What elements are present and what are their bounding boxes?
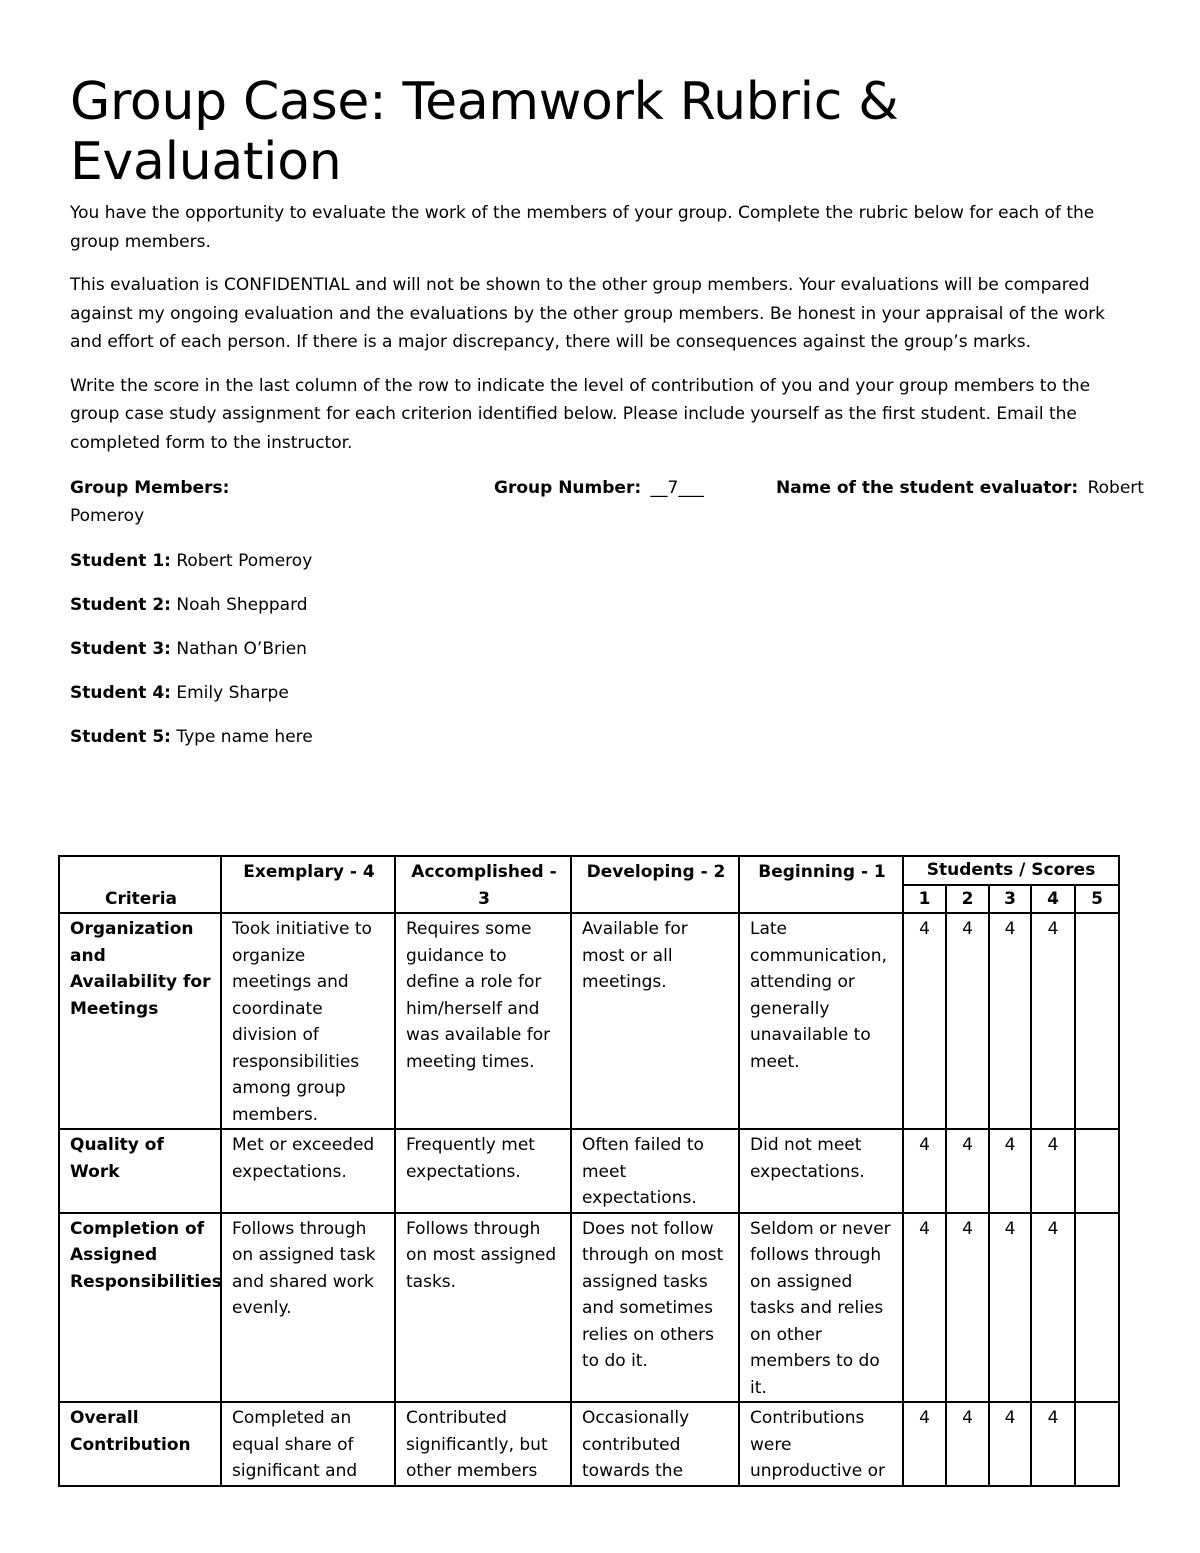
exemplary-cell: Completed an equal share of significant and	[221, 1402, 395, 1486]
instruction-paragraph: Write the score in the last column of the row to indicate the level of contribution of you and your group members to the group case study assignment for each criterion identified below. Please include yourself as the first student. Email the completed form to the instructor.	[70, 375, 1091, 453]
score-cell[interactable]: 4	[1031, 913, 1075, 1129]
score-cell[interactable]: 4	[946, 913, 989, 1129]
accomplished-cell: Requires some guidance to define a role for him/herself and was available for meeting times.	[395, 913, 571, 1129]
rubric-row	[59, 1213, 1119, 1403]
score-cell[interactable]: 4	[903, 913, 946, 1129]
exemplary-cell: Took initiative to organize meetings and coordinate division of responsibilities among group members.	[221, 913, 395, 1129]
criteria-cell: Organization and Availability for Meetings	[59, 913, 221, 1129]
student-label: Student 2:	[70, 595, 171, 615]
developing-header: Developing - 2	[571, 856, 739, 913]
rubric-row	[59, 1402, 1119, 1486]
student-number-header: 2	[946, 885, 989, 914]
student-label: Student 5:	[70, 727, 171, 747]
score-cell[interactable]: 4	[946, 1402, 989, 1486]
student-name[interactable]: Type name here	[176, 727, 313, 747]
student-name[interactable]: Robert Pomeroy	[176, 551, 313, 571]
score-cell[interactable]	[1075, 1213, 1119, 1403]
student-number-header: 5	[1075, 885, 1119, 914]
beginning-cell: Seldom or never follows through on assigned tasks and relies on other members to do it.	[739, 1213, 903, 1403]
student-label: Student 1:	[70, 551, 171, 571]
criteria-cell: Quality of Work	[59, 1129, 221, 1213]
accomplished-cell: Frequently met expectations.	[395, 1129, 571, 1213]
evaluator-label: Name of the student evaluator:	[776, 478, 1079, 498]
accomplished-cell: Contributed significantly, but other members	[395, 1402, 571, 1486]
student-list	[70, 547, 313, 767]
group-number-value: __7___	[650, 478, 704, 498]
evaluator-last-name: Pomeroy	[70, 506, 145, 526]
student-name[interactable]: Noah Sheppard	[176, 595, 308, 615]
rubric-row	[59, 1129, 1119, 1213]
score-cell[interactable]: 4	[989, 913, 1031, 1129]
student-name[interactable]: Nathan O’Brien	[176, 639, 307, 659]
student-label: Student 3:	[70, 639, 171, 659]
criteria-cell: Completion of Assigned Responsibilities	[59, 1213, 221, 1403]
exemplary-cell: Follows through on assigned task and shared work evenly.	[221, 1213, 395, 1403]
instruction-paragraph: You have the opportunity to evaluate the work of the members of your group. Complete the rubric below for each of the group members.	[70, 203, 1095, 252]
accomplished-header: Accomplished - 3	[395, 856, 571, 913]
instruction-paragraph: This evaluation is CONFIDENTIAL and will not be shown to the other group members. Your evaluations will be compared against my ongoing evaluation and the evaluations by the other group members. Be honest in your appraisal of the work and effort of each person. If there is a major discrepancy, there will be consequences against the group’s marks.	[70, 275, 1105, 352]
student-number-header: 3	[989, 885, 1031, 914]
developing-cell: Does not follow through on most assigned tasks and sometimes relies on others to do it.	[571, 1213, 739, 1403]
score-cell[interactable]: 4	[989, 1213, 1031, 1403]
instructions	[70, 199, 1135, 472]
rubric-row	[59, 913, 1119, 1129]
evaluator-first-name: Robert	[1087, 478, 1144, 498]
score-cell[interactable]: 4	[903, 1213, 946, 1403]
beginning-cell: Late communication, attending or generally unavailable to meet.	[739, 913, 903, 1129]
group-number	[494, 474, 704, 503]
accomplished-cell: Follows through on most assigned tasks.	[395, 1213, 571, 1403]
scores-header: Students / Scores	[903, 856, 1119, 885]
beginning-cell: Contributions were unproductive or	[739, 1402, 903, 1486]
score-cell[interactable]: 4	[946, 1213, 989, 1403]
page-title: Group Case: Teamwork Rubric & Evaluation	[70, 72, 899, 192]
score-cell[interactable]: 4	[1031, 1402, 1075, 1486]
student-entry	[70, 591, 313, 635]
student-entry	[70, 679, 313, 723]
developing-cell: Occasionally contributed towards the	[571, 1402, 739, 1486]
group-members-label: Group Members:	[70, 478, 230, 498]
exemplary-header: Exemplary - 4	[221, 856, 395, 913]
rubric-table	[58, 855, 1120, 1487]
student-entry	[70, 723, 313, 767]
score-cell[interactable]: 4	[1031, 1129, 1075, 1213]
criteria-cell: Overall Contribution	[59, 1402, 221, 1486]
student-number-header: 4	[1031, 885, 1075, 914]
group-number-label: Group Number:	[494, 478, 642, 498]
evaluator	[776, 474, 1144, 503]
score-cell[interactable]: 4	[1031, 1213, 1075, 1403]
score-cell[interactable]	[1075, 913, 1119, 1129]
score-cell[interactable]	[1075, 1402, 1119, 1486]
score-cell[interactable]: 4	[989, 1129, 1031, 1213]
student-number-header: 1	[903, 885, 946, 914]
developing-cell: Often failed to meet expectations.	[571, 1129, 739, 1213]
student-entry	[70, 635, 313, 679]
student-label: Student 4:	[70, 683, 171, 703]
criteria-header: Criteria	[59, 856, 221, 913]
exemplary-cell: Met or exceeded expectations.	[221, 1129, 395, 1213]
student-entry	[70, 547, 313, 591]
beginning-cell: Did not meet expectations.	[739, 1129, 903, 1213]
developing-cell: Available for most or all meetings.	[571, 913, 739, 1129]
beginning-header: Beginning - 1	[739, 856, 903, 913]
score-cell[interactable]: 4	[903, 1129, 946, 1213]
score-cell[interactable]: 4	[946, 1129, 989, 1213]
score-cell[interactable]: 4	[903, 1402, 946, 1486]
student-name[interactable]: Emily Sharpe	[176, 683, 289, 703]
score-cell[interactable]: 4	[989, 1402, 1031, 1486]
score-cell[interactable]	[1075, 1129, 1119, 1213]
